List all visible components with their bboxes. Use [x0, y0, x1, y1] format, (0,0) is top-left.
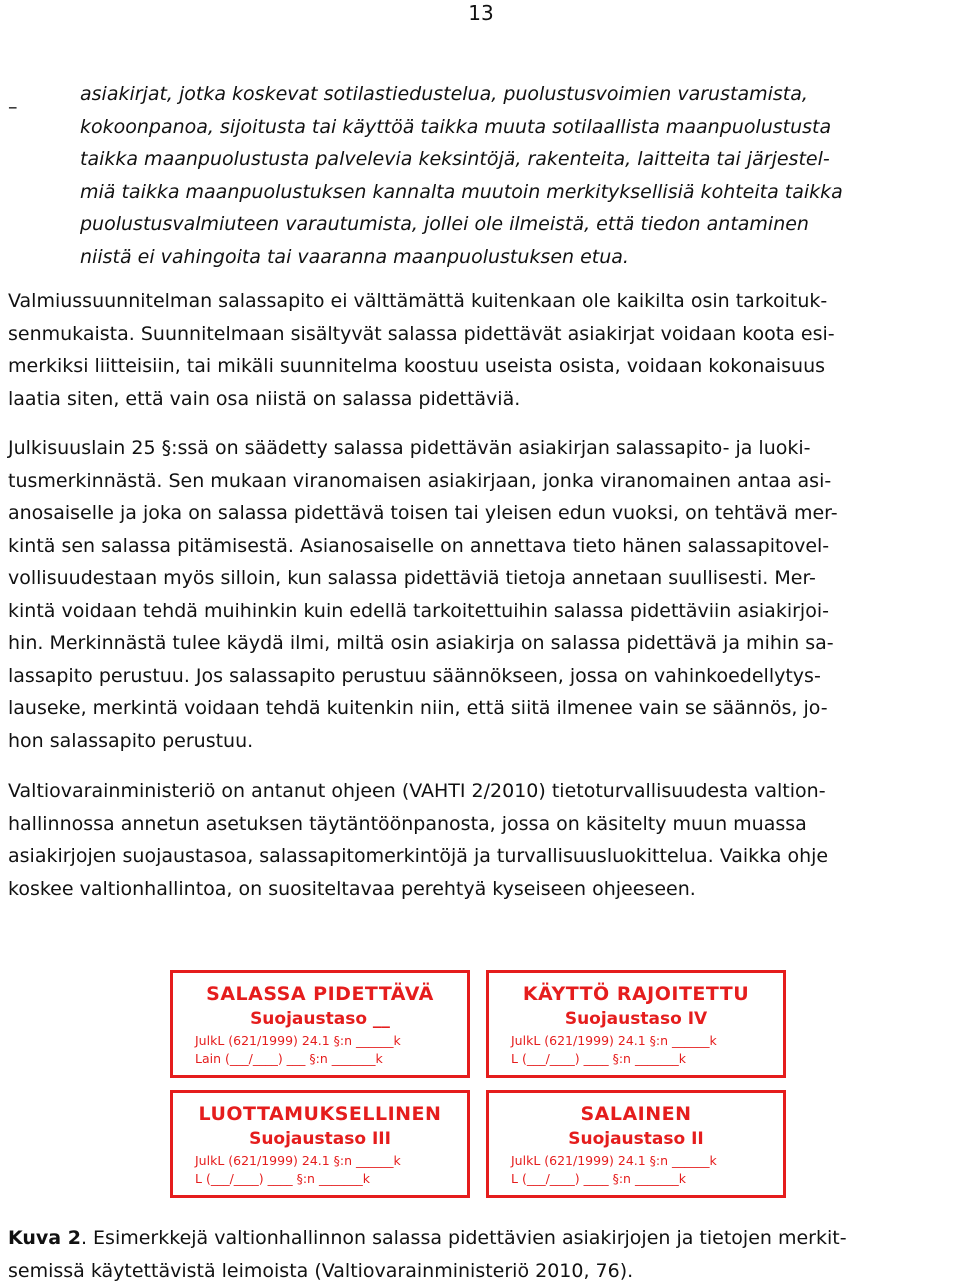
- stamp-law-line: L (___/____) ____ §:n _______k: [511, 1171, 686, 1186]
- text-line: anosaiselle ja joka on salassa pidettävä toisen tai yleisen edun vuoksi, on tehtävä mer-: [8, 497, 958, 530]
- text-line: lassapito perustuu. Jos salassapito perustuu säännökseen, jossa on vahinkoedellytys-: [8, 660, 958, 693]
- stamp-law-line: L (___/____) ____ §:n _______k: [511, 1051, 686, 1066]
- text-line: hin. Merkinnästä tulee käydä ilmi, miltä osin asiakirja on salassa pidettävä ja mihin sa-: [8, 627, 958, 660]
- page-number: 13: [464, 0, 498, 26]
- paragraph-3: [8, 775, 958, 905]
- stamp-level: Suojaustaso IV: [489, 1009, 783, 1029]
- text-line: senmukaista. Suunnitelmaan sisältyvät salassa pidettävät asiakirjat voidaan koota esi-: [8, 318, 958, 351]
- stamp-level: Suojaustaso III: [173, 1129, 467, 1149]
- stamp-salassa-pidettava: [170, 970, 470, 1078]
- text-line: kintä voidaan tehdä muihinkin kuin edellä tarkoitettuihin salassa pidettäviin asiakirjoi-: [8, 595, 958, 628]
- text-line: Valtiovarainministeriö on antanut ohjeen (VAHTI 2/2010) tietoturvallisuudesta valtion-: [8, 775, 958, 808]
- stamp-law-line: JulkL (621/1999) 24.1 §:n ______k: [195, 1033, 401, 1048]
- text-line: lauseke, merkintä voidaan tehdä kuitenkin niin, että siitä ilmenee vain se säännös, jo-: [8, 692, 958, 725]
- stamp-level: Suojaustaso II: [489, 1129, 783, 1149]
- stamp-law-line: JulkL (621/1999) 24.1 §:n ______k: [195, 1153, 401, 1168]
- caption-line: semissä käytettävistä leimoista (Valtiovarainministeriö 2010, 76).: [8, 1255, 958, 1287]
- text-line: kokoonpanoa, sijoitusta tai käyttöä taikka muuta sotilaallista maanpuolustusta: [80, 111, 960, 144]
- stamp-title: LUOTTAMUKSELLINEN: [173, 1103, 467, 1125]
- caption-text: . Esimerkkejä valtionhallinnon salassa pidettävien asiakirjojen ja tietojen merkit-: [81, 1227, 847, 1249]
- caption-line: [8, 1222, 958, 1255]
- stamp-title: SALASSA PIDETTÄVÄ: [173, 983, 467, 1005]
- bullet-dash: –: [8, 94, 18, 120]
- text-line: laatia siten, että vain osa niistä on salassa pidettäviä.: [8, 383, 958, 416]
- stamp-luottamuksellinen: [170, 1090, 470, 1198]
- text-line: tusmerkinnästä. Sen mukaan viranomaisen asiakirjaan, jonka viranomainen antaa asi-: [8, 465, 958, 498]
- text-line: kintä sen salassa pitämisestä. Asianosaiselle on annettava tieto hänen salassapitovel-: [8, 530, 958, 563]
- stamp-title: KÄYTTÖ RAJOITETTU: [489, 983, 783, 1005]
- text-line: Julkisuuslain 25 §:ssä on säädetty salassa pidettävän asiakirjan salassapito- ja luoki-: [8, 432, 958, 465]
- stamp-level: Suojaustaso __: [173, 1009, 467, 1029]
- caption-label: Kuva 2: [8, 1227, 81, 1249]
- stamp-kaytto-rajoitettu: [486, 970, 786, 1078]
- text-line: asiakirjat, jotka koskevat sotilastiedustelua, puolustusvoimien varustamista,: [80, 78, 960, 111]
- text-line: niistä ei vahingoita tai vaaranna maanpuolustuksen etua.: [80, 241, 960, 274]
- text-line: taikka maanpuolustusta palvelevia keksintöjä, rakenteita, laitteita tai järjestel-: [80, 143, 960, 176]
- text-line: Valmiussuunnitelman salassapito ei välttämättä kuitenkaan ole kaikilta osin tarkoituk-: [8, 285, 958, 318]
- stamp-law-line: JulkL (621/1999) 24.1 §:n ______k: [511, 1153, 717, 1168]
- text-line: asiakirjojen suojaustasoa, salassapitomerkintöjä ja turvallisuusluokittelua. Vaikka ohje: [8, 840, 958, 873]
- stamp-salainen: [486, 1090, 786, 1198]
- text-line: hallinnossa annetun asetuksen täytäntöönpanosta, jossa on käsitelty muun muassa: [8, 808, 958, 841]
- text-line: miä taikka maanpuolustuksen kannalta muutoin merkityksellisiä kohteita taikka: [80, 176, 960, 209]
- text-line: puolustusvalmiuteen varautumista, jollei ole ilmeistä, että tiedon antaminen: [80, 208, 960, 241]
- paragraph-1: [8, 285, 958, 415]
- stamp-law-line: JulkL (621/1999) 24.1 §:n ______k: [511, 1033, 717, 1048]
- stamp-law-line: Lain (___/____) ___ §:n _______k: [195, 1051, 383, 1066]
- stamp-examples-figure: [170, 970, 790, 1199]
- text-line: koskee valtionhallintoa, on suositeltavaa perehtyä kyseiseen ohjeeseen.: [8, 873, 958, 906]
- stamp-title: SALAINEN: [489, 1103, 783, 1125]
- bullet-paragraph: [80, 78, 960, 273]
- text-line: merkiksi liitteisiin, tai mikäli suunnitelma koostuu useista osista, voidaan kokonaisuus: [8, 350, 958, 383]
- figure-caption: [8, 1222, 958, 1287]
- text-line: hon salassapito perustuu.: [8, 725, 958, 758]
- stamp-law-line: L (___/____) ____ §:n _______k: [195, 1171, 370, 1186]
- text-line: vollisuudestaan myös silloin, kun salassa pidettäviä tietoja annetaan suullisesti. Mer-: [8, 562, 958, 595]
- paragraph-2: [8, 432, 958, 757]
